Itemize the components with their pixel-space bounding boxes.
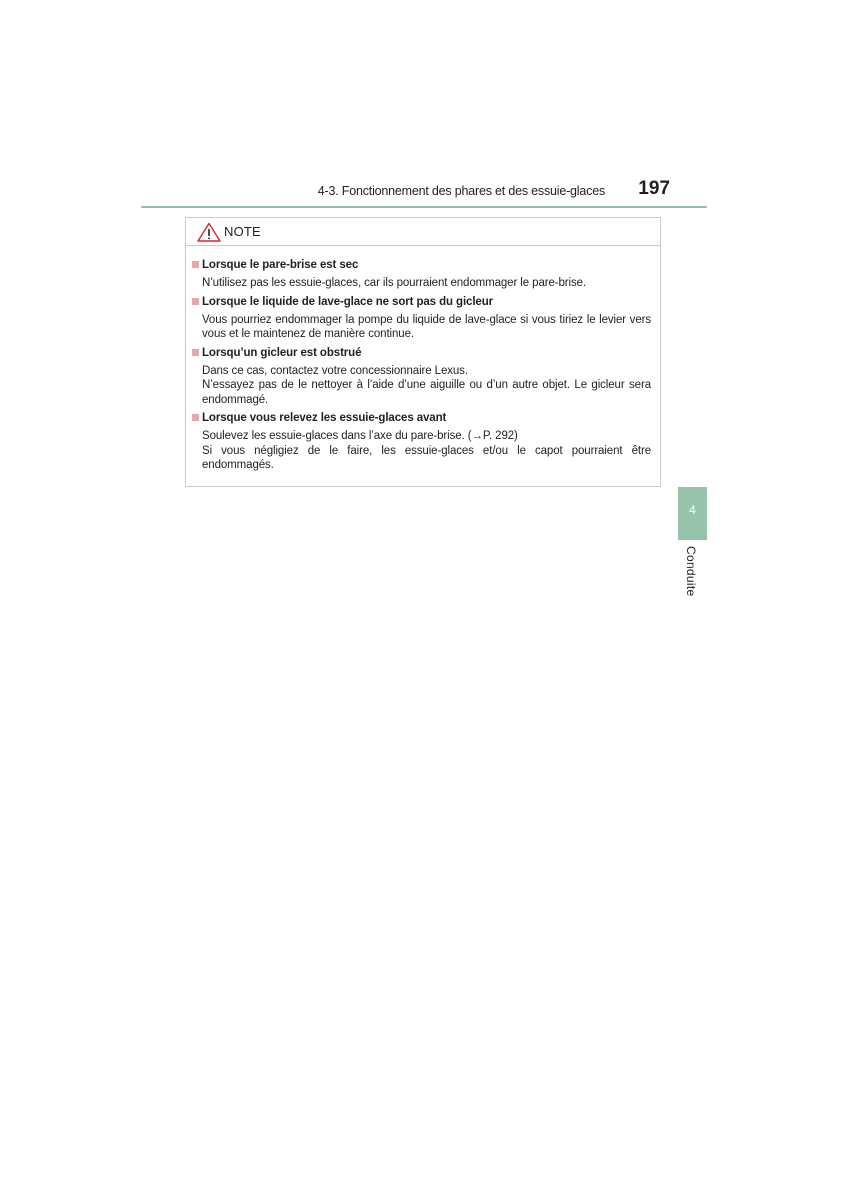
section-paragraph: Si vous négligiez de le faire, les essuie-glaces et/ou le capot pourraient être endommagés. — [202, 444, 651, 471]
square-bullet-icon — [192, 349, 199, 356]
section-paragraph: Dans ce cas, contactez votre concessionnaire Lexus. — [202, 364, 468, 377]
section-paragraph: Vous pourriez endommager la pompe du liquide de lave-glace si vous tiriez le levier vers vous et le maintenez de manière continue. — [202, 313, 651, 340]
square-bullet-icon — [192, 261, 199, 268]
note-header — [186, 218, 660, 246]
section-title: Lorsque vous relevez les essuie-glaces avant — [202, 412, 447, 424]
warning-triangle-icon — [197, 222, 221, 242]
square-bullet-icon — [192, 414, 199, 421]
chapter-tab[interactable]: 4 — [678, 487, 707, 540]
chapter-title: 4-3. Fonctionnement des phares et des essuie-glaces — [317, 184, 605, 198]
page-number: 197 — [638, 178, 670, 199]
section-title: Lorsque le pare-brise est sec — [202, 259, 359, 271]
section-title: Lorsque le liquide de lave-glace ne sort pas du gicleur — [202, 295, 494, 308]
section-paragraph: Soulevez les essuie-glaces dans l’axe du pare-brise. (→P. 292) — [202, 430, 518, 442]
header-divider — [141, 206, 707, 208]
note-section — [186, 410, 660, 473]
section-paragraph: N’essayez pas de le nettoyer à l’aide d’une aiguille ou d’un autre objet. Le gicleur sera endommagé. — [202, 379, 651, 406]
note-section — [186, 294, 660, 342]
note-label: NOTE — [224, 224, 261, 239]
section-title: Lorsqu’un gicleur est obstrué — [202, 346, 362, 359]
section-paragraph: N’utilisez pas les essuie-glaces, car ils pourraient endommager le pare-brise. — [202, 277, 587, 289]
note-section — [186, 345, 660, 408]
note-box — [185, 217, 661, 487]
note-body — [186, 257, 660, 476]
square-bullet-icon — [192, 298, 199, 305]
chapter-tab-label: Conduite — [684, 546, 698, 597]
note-section — [186, 257, 660, 291]
